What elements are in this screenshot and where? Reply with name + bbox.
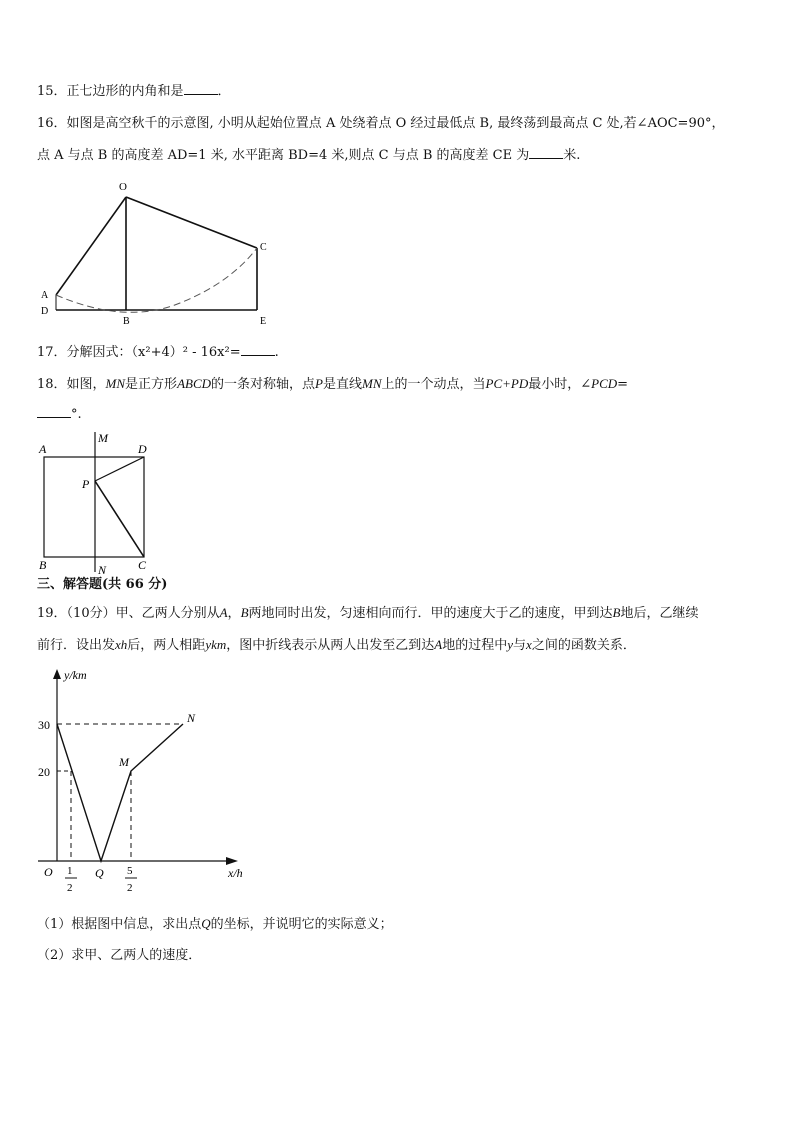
label-M: M: [98, 431, 108, 445]
q19-sub2: （2）求甲、乙两人的速度．: [37, 948, 202, 963]
label-B: B: [123, 316, 130, 327]
q19-text-b: 两地同时出发，匀速相向而行．甲的速度大于乙的速度，甲到达: [248, 606, 613, 621]
q18-answer-blank[interactable]: [37, 405, 71, 418]
q19-graph: [30, 665, 260, 905]
section-heading: [37, 576, 167, 594]
segment-OA: [56, 197, 126, 295]
question-19-line2: [37, 636, 636, 655]
q18-square-figure: [36, 430, 166, 575]
q19-q: Q: [201, 916, 211, 931]
q17-tail: .: [274, 345, 279, 360]
q19-ykm: ykm: [205, 637, 227, 652]
q16-line1: 16．如图是高空秋千的示意图, 小明从起始位置点 A 处绕着点 O 经过最低点 B, 最终荡到最高点 C 处,若∠AOC=90°，: [37, 116, 725, 131]
frac1-numerator: 1: [67, 865, 73, 877]
point-label-Q: Q: [95, 866, 104, 880]
label-A: A: [41, 290, 49, 301]
segment-PC: [95, 481, 144, 557]
question-17: [37, 343, 279, 362]
tick-label-30: 30: [38, 718, 50, 732]
q16-swing-figure: [30, 175, 290, 330]
q19-comma: ，: [227, 606, 241, 621]
q19-text-g: 地的过程中: [442, 638, 508, 653]
q17-answer-blank[interactable]: [241, 343, 275, 356]
point-label-M: M: [119, 755, 129, 769]
q19-y: y: [507, 637, 514, 652]
q19-text-e: 后，两人相距: [127, 638, 206, 653]
question-19-sub1: [37, 915, 393, 934]
q19-text-h: 与: [513, 638, 527, 653]
q18-text-g: =: [617, 377, 629, 392]
label-P: P: [82, 477, 90, 491]
label-C: C: [260, 242, 267, 253]
question-16-line1: [37, 115, 725, 133]
distance-polyline: [57, 724, 183, 861]
q19-sub1-b: 的坐标，并说明它的实际意义；: [210, 917, 393, 932]
q18-tail: °.: [71, 407, 82, 422]
q19-a-2: A: [434, 637, 443, 652]
q19-b: B: [240, 605, 249, 620]
label-B: B: [39, 558, 47, 572]
q19-b-2: B: [612, 605, 621, 620]
q15-tail: ．: [217, 84, 231, 99]
q19-text-a: 19．（10分）甲、乙两人分别从: [37, 606, 220, 621]
q18-p: P: [315, 376, 323, 391]
label-A: A: [39, 442, 47, 456]
segment-OC: [126, 197, 257, 248]
q19-text-f: ，图中折线表示从两人出发至乙到达: [226, 638, 435, 653]
segment-PD: [95, 457, 144, 481]
frac1-denominator: 2: [67, 882, 73, 894]
question-19-line1: [37, 604, 699, 623]
q19-text-c: 地后，乙继续: [620, 606, 699, 621]
q18-text-d: 是直线: [322, 377, 362, 392]
y-axis-label: y/km: [64, 668, 87, 682]
label-N: N: [98, 563, 107, 577]
q18-pcpd: PC+PD: [485, 376, 529, 391]
q18-text-e: 上的一个动点，当: [381, 377, 486, 392]
label-E: E: [260, 316, 267, 327]
label-D: D: [138, 442, 147, 456]
q19-text-d: 前行．设出发: [37, 638, 116, 653]
question-19-sub2: [37, 947, 201, 965]
q15-text: 15．正七边形的内角和是: [37, 84, 184, 99]
origin-label: O: [44, 865, 53, 879]
q19-x: x: [526, 637, 532, 652]
q19-xh: xh: [115, 637, 128, 652]
x-axis-arrow: [226, 857, 238, 865]
q17-text: 17．分解因式：（x²+4）² - 16x²=: [37, 345, 241, 360]
q18-pcd: PCD: [591, 376, 618, 391]
label-O: O: [119, 181, 127, 193]
question-18-line1: [37, 375, 628, 394]
label-C: C: [138, 558, 147, 572]
q19-a: A: [219, 605, 228, 620]
question-18-line2: [37, 405, 82, 424]
q18-text-a: 18．如图，: [37, 377, 106, 392]
question-16-line2: [37, 146, 580, 165]
q19-sub1-a: （1）根据图中信息，求出点: [37, 917, 202, 932]
y-axis-arrow: [53, 669, 61, 679]
q16-line2a: 点 A 与点 B 的高度差 AD=1 米, 水平距离 BD=4 米,则点 C 与点 B 的高度差 CE 为: [37, 148, 530, 163]
q15-answer-blank[interactable]: [184, 82, 218, 95]
q18-text-c: 的一条对称轴，点: [211, 377, 316, 392]
square-ABCD: [44, 457, 144, 557]
q18-mn: MN: [105, 376, 126, 391]
point-label-N: N: [187, 711, 196, 725]
frac2-denominator: 2: [127, 882, 133, 894]
section-title: 三、解答题(共 66 分): [37, 577, 168, 592]
question-15: [37, 82, 231, 101]
q16-line2b: 米.: [563, 148, 581, 163]
frac2-numerator: 5: [127, 865, 133, 877]
label-D: D: [41, 306, 49, 317]
q16-answer-blank[interactable]: [529, 146, 563, 159]
q19-text-i: 之间的函数关系．: [531, 638, 636, 653]
tick-label-20: 20: [38, 765, 50, 779]
x-axis-label: x/h: [228, 866, 243, 880]
swing-arc: [56, 248, 257, 312]
q18-text-b: 是正方形: [125, 377, 178, 392]
q18-abcd: ABCD: [177, 376, 212, 391]
q18-mn-2: MN: [362, 376, 382, 391]
q18-text-f: 最小时，∠: [528, 377, 592, 392]
